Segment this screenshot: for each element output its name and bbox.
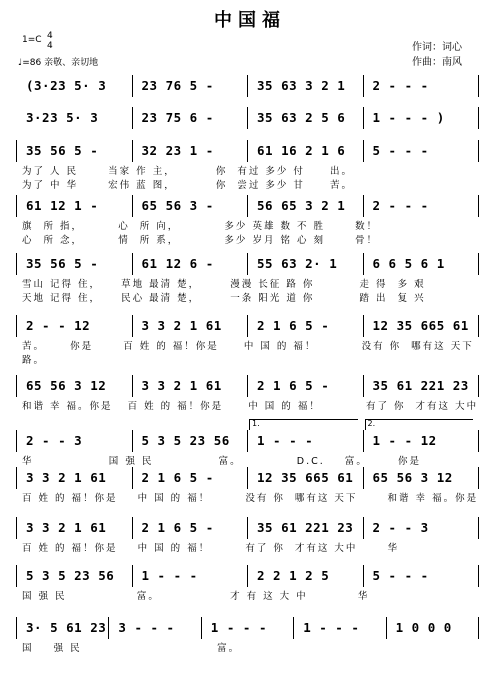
composer-credit: 作曲：南风: [412, 57, 462, 68]
barline: [363, 565, 364, 587]
barline: [201, 617, 202, 639]
barline: [247, 253, 248, 275]
measure: 2 2 1 2 5: [257, 568, 330, 583]
measure: 61 16 2 1 6: [257, 143, 346, 158]
measure: (3·23 5· 3: [26, 78, 107, 93]
measure: 23 76 5 -: [141, 78, 214, 93]
key-label: 1=C: [22, 35, 42, 45]
measure: 2 1 6 5 -: [257, 318, 330, 333]
barline: [363, 375, 364, 397]
barline: [132, 315, 133, 337]
lyric-line: 雪山 记得 住， 草地 最清 楚， 漫漫 长征 路 你 走 得 多 艰: [22, 279, 426, 290]
measure: 61 12 6 -: [141, 256, 214, 271]
time-sig-bottom: 4: [47, 41, 53, 51]
measure: 2 - - 3: [26, 433, 83, 448]
measure: 1 0 0 0: [395, 620, 452, 635]
barline: [132, 253, 133, 275]
measure: 2 1 6 5 -: [141, 520, 214, 535]
barline: [132, 375, 133, 397]
barline: [132, 140, 133, 162]
lyric-line: 苦。 你是 百 姓 的 福！你是 中 国 的 福！ 没有 你 哪有这 天下: [22, 341, 474, 352]
measure: 2 1 6 5 -: [141, 470, 214, 485]
barline: [16, 467, 17, 489]
volta-bracket: 2.: [365, 419, 474, 430]
measure: 1 - - -: [210, 620, 267, 635]
tempo-marking: [18, 58, 98, 69]
barline: [478, 617, 479, 639]
barline: [293, 617, 294, 639]
measure: 56 65 3 2 1: [257, 198, 346, 213]
measure: 12 35 665 61: [257, 470, 354, 485]
barline: [16, 617, 17, 639]
measure: 12 35 665 61: [372, 318, 469, 333]
measure: 32 23 1 -: [141, 143, 214, 158]
barline: [478, 517, 479, 539]
lyric-line: 为了 中 华 宏伟 蓝 图， 你 尝过 多少 甘 苦。: [22, 180, 354, 191]
measure: 3· 5 61 23: [26, 620, 107, 635]
measure: 3 3 2 1 61: [141, 378, 222, 393]
barline: [247, 517, 248, 539]
lyric-line: 和谐 幸 福。你是 百 姓 的 福！你是 中 国 的 福！ 有了 你 才有这 大中: [22, 401, 479, 412]
measure: 1 - - 12: [372, 433, 437, 448]
measure: 65 56 3 12: [372, 470, 453, 485]
barline: [478, 253, 479, 275]
barline: [363, 195, 364, 217]
measure: 5 3 5 23 56: [141, 433, 230, 448]
barline: [247, 195, 248, 217]
measure: 2 - - 3: [372, 520, 429, 535]
lyric-line: 百 姓 的 福！你是 中 国 的 福！ 没有 你 哪有这 天下 和谐 幸 福。你是: [22, 493, 479, 504]
barline: [16, 315, 17, 337]
barline: [16, 253, 17, 275]
measure: 2 - - 12: [26, 318, 91, 333]
barline: [363, 467, 364, 489]
barline: [247, 565, 248, 587]
barline: [132, 467, 133, 489]
barline: [478, 315, 479, 337]
barline: [108, 617, 109, 639]
barline: [363, 315, 364, 337]
measure: 61 12 1 -: [26, 198, 99, 213]
barline: [132, 107, 133, 129]
measure: 35 56 5 -: [26, 256, 99, 271]
measure: 3 3 2 1 61: [26, 520, 107, 535]
barline: [247, 430, 248, 452]
barline: [478, 75, 479, 97]
barline: [247, 467, 248, 489]
measure: 3·23 5· 3: [26, 110, 99, 125]
measure: 2 1 6 5 -: [257, 378, 330, 393]
barline: [386, 617, 387, 639]
lyric-line: 旗 所 指， 心 所 向， 多少 英雄 数 不 胜 数！: [22, 221, 379, 232]
barline: [478, 467, 479, 489]
barline: [247, 75, 248, 97]
song-title: 中国福: [214, 10, 286, 31]
lyric-line: 路。: [22, 355, 46, 366]
measure: 65 56 3 12: [26, 378, 107, 393]
measure: 3 3 2 1 61: [26, 470, 107, 485]
lyric-line: 华 国 强 民 富。 D.C. 富。 你是: [22, 456, 421, 467]
barline: [363, 107, 364, 129]
barline: [363, 140, 364, 162]
measure: 2 - - -: [372, 78, 429, 93]
barline: [478, 107, 479, 129]
barline: [478, 140, 479, 162]
barline: [247, 315, 248, 337]
barline: [363, 430, 364, 452]
measure: 23 75 6 -: [141, 110, 214, 125]
measure: 1 - - - ): [372, 110, 445, 125]
barline: [478, 430, 479, 452]
lyric-line: 天地 记得 住， 民心 最清 楚， 一条 阳光 道 你 踏 出 复 兴: [22, 293, 426, 304]
barline: [363, 75, 364, 97]
barline: [16, 195, 17, 217]
barline: [478, 195, 479, 217]
barline: [247, 140, 248, 162]
measure: 1 - - -: [303, 620, 360, 635]
barline: [478, 565, 479, 587]
measure: 35 63 2 5 6: [257, 110, 346, 125]
barline: [132, 517, 133, 539]
barline: [363, 253, 364, 275]
measure: 35 61 221 23: [372, 378, 469, 393]
lyric-line: 国 强 民 富。: [22, 643, 241, 654]
key-signature: [22, 35, 42, 46]
measure: 5 3 5 23 56: [26, 568, 115, 583]
measure: 35 61 221 23: [257, 520, 354, 535]
barline: [247, 375, 248, 397]
barline: [16, 565, 17, 587]
lyric-line: 国 强 民 富。 才 有 这 大 中 华: [22, 591, 370, 602]
barline: [132, 565, 133, 587]
barline: [16, 430, 17, 452]
measure: 6 6 5 6 1: [372, 256, 445, 271]
barline: [132, 195, 133, 217]
measure: 5 - - -: [372, 143, 429, 158]
measure: 5 - - -: [372, 568, 429, 583]
volta-bracket: 1.: [249, 419, 358, 430]
barline: [132, 75, 133, 97]
barline: [16, 375, 17, 397]
barline: [132, 430, 133, 452]
measure: 1 - - -: [141, 568, 198, 583]
lyricist-credit: 作词：词心: [412, 42, 462, 53]
barline: [16, 517, 17, 539]
time-signature: [47, 31, 53, 51]
barline: [247, 107, 248, 129]
lyric-line: 心 所 念， 情 所 系， 多少 岁月 铭 心 刻 骨！: [22, 235, 379, 246]
measure: 1 - - -: [257, 433, 314, 448]
tempo-label: ♩=86 亲敬、亲切地: [18, 58, 99, 68]
measure: 3 3 2 1 61: [141, 318, 222, 333]
lyric-line: 为了 人 民 当家 作 主， 你 有过 多少 付 出。: [22, 166, 354, 177]
barline: [478, 375, 479, 397]
measure: 65 56 3 -: [141, 198, 214, 213]
lyric-line: 百 姓 的 福！你是 中 国 的 福！ 有了 你 才有这 大中 华: [22, 543, 400, 554]
measure: 55 63 2· 1: [257, 256, 338, 271]
measure: 35 56 5 -: [26, 143, 99, 158]
measure: 35 63 3 2 1: [257, 78, 346, 93]
measure: 3 - - -: [118, 620, 175, 635]
barline: [16, 140, 17, 162]
measure: 2 - - -: [372, 198, 429, 213]
barline: [363, 517, 364, 539]
credits: [412, 40, 462, 70]
time-sig-top: 4: [47, 31, 53, 41]
